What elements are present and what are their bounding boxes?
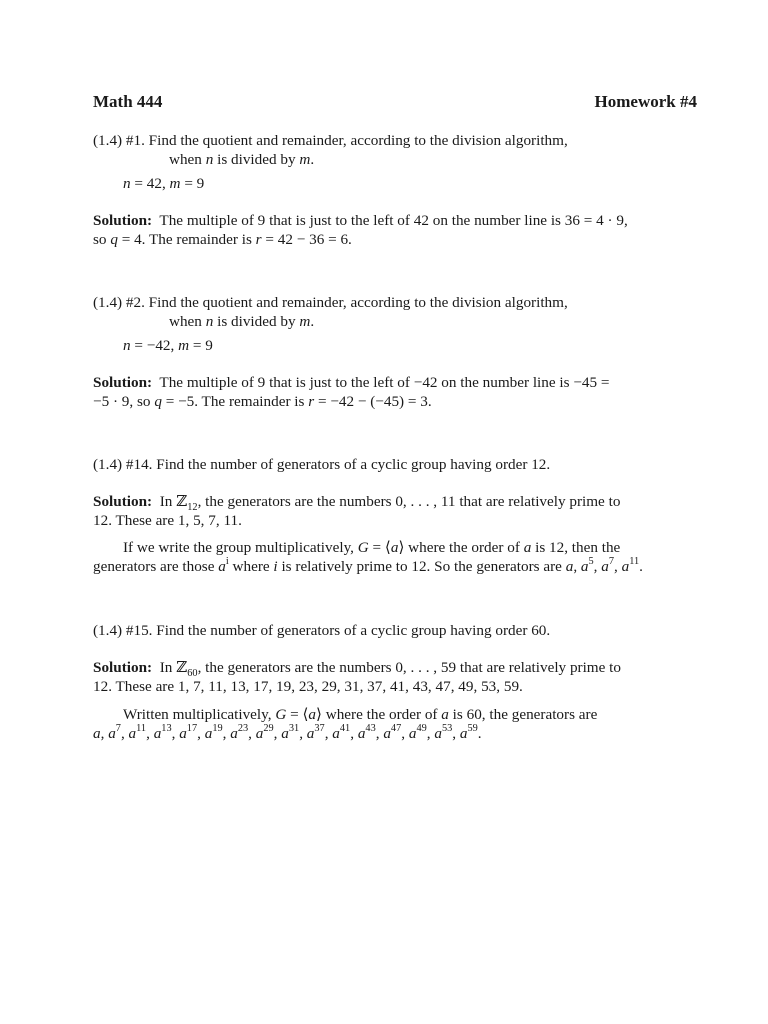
page-header: [93, 92, 697, 111]
problem-1-solution-line-2: so q = 4. The remainder is r = 42 − 36 = 6.: [93, 231, 352, 248]
problem-14-extra-text-1: If we write the group multiplicatively, G = ⟨a⟩ where the order of a is 12, then the: [123, 539, 621, 556]
problem-15-solution-line-1: [93, 658, 697, 680]
problem-15-solution-text-1: Solution: In ℤ$_{60}$, the generators are the numbers 0, . . . , 59 that are relatively prime to: [93, 659, 621, 680]
problem-1-given: n = 42, m = 9: [123, 175, 205, 192]
problem-1-solution-line-1: [93, 211, 697, 230]
problem-2-solution-line-1: [93, 373, 697, 392]
problem-15-extra-line-2: a, $a^7$, $a^{11}$, $a^{13}$, $a^{17}$, $a^{19}$, $a^{23}$, $a^{29}$, $a^{31}$, $a^{37}$, $a^{41}$, $a^{43}$, $a^{47}$, $a^{49}$, $a^{53}$, $a^{59}$.: [93, 722, 482, 742]
problem-2-statement: (1.4) #2. Find the quotient and remainder, according to the division algorithm,: [93, 294, 568, 311]
problem-1-statement-cont: when n is divided by m.: [169, 151, 315, 168]
problem-15-statement: (1.4) #15. Find the number of generators of a cyclic group having order 60.: [93, 622, 551, 639]
problem-15-solution-line-2: 12. These are 1, 7, 11, 13, 17, 19, 23, 29, 31, 37, 41, 43, 47, 49, 53, 59.: [93, 678, 523, 695]
problem-14-extra-line-2: generators are those $a^i$ where i is relatively prime to 12. So the generators are a, $a^5$, $a^7$, $a^{11}$.: [93, 555, 643, 575]
assignment-title: Homework #4: [594, 92, 697, 111]
problem-2-given: n = −42, m = 9: [123, 337, 213, 354]
problem-14-statement: (1.4) #14. Find the number of generators of a cyclic group having order 12.: [93, 456, 551, 473]
problem-15-extra-line-1: [93, 705, 697, 724]
problem-2-statement-cont: when n is divided by m.: [169, 313, 315, 330]
problem-2-solution-text-1: Solution: The multiple of 9 that is just to the left of −42 on the number line is −45 =: [93, 374, 610, 391]
problem-1-solution-text-1: Solution: The multiple of 9 that is just to the left of 42 on the number line is 36 = 4 · 9,: [93, 212, 628, 229]
problem-14-solution-line-2: 12. These are 1, 5, 7, 11.: [93, 512, 242, 529]
problem-15-extra-text-1: Written multiplicatively, G = ⟨a⟩ where the order of a is 60, the generators are: [123, 706, 598, 723]
problem-14-solution-text-1: Solution: In ℤ$_{12}$, the generators are the numbers 0, . . . , 11 that are relatively prime to: [93, 493, 621, 514]
problem-2-solution-line-2: −5 · 9, so q = −5. The remainder is r = −42 − (−45) = 3.: [93, 393, 432, 410]
course-title: Math 444: [93, 92, 163, 111]
problem-1-statement: (1.4) #1. Find the quotient and remainder, according to the division algorithm,: [93, 132, 568, 149]
problem-14-extra-line-1: [93, 538, 697, 557]
problem-14-solution-line-1: [93, 492, 697, 514]
